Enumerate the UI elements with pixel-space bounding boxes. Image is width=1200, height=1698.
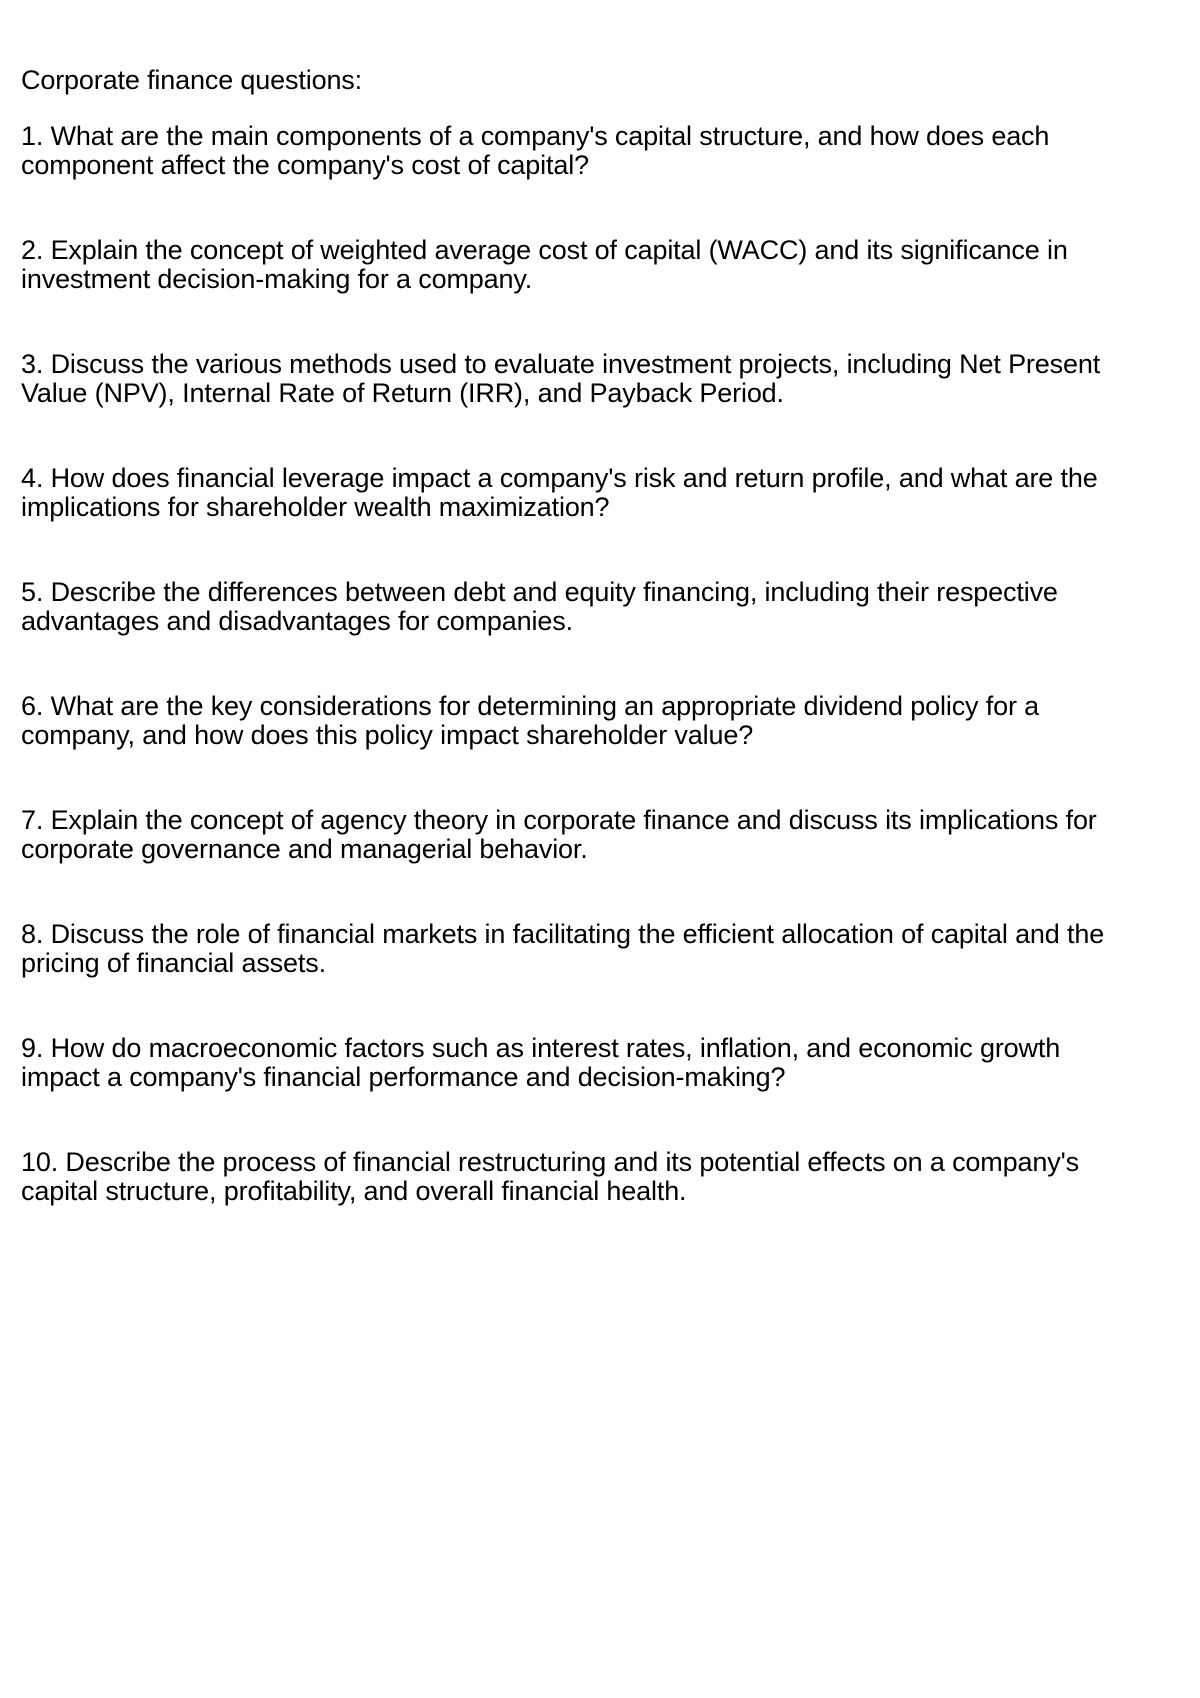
question-line: company, and how does this policy impact shareholder value? xyxy=(21,720,754,750)
document-content xyxy=(21,66,1179,1206)
question-line: component affect the company's cost of capital? xyxy=(21,150,589,180)
question-line: corporate governance and managerial behavior. xyxy=(21,834,588,864)
question-line: Value (NPV), Internal Rate of Return (IRR), and Payback Period. xyxy=(21,378,784,408)
question-line: implications for shareholder wealth maximization? xyxy=(21,492,610,522)
question-item xyxy=(21,692,1179,750)
question-item xyxy=(21,236,1179,294)
question-line: 8. Discuss the role of financial markets in facilitating the efficient allocation of capital and the xyxy=(21,919,1105,949)
question-item xyxy=(21,578,1179,636)
question-line: pricing of financial assets. xyxy=(21,948,326,978)
question-line: 10. Describe the process of financial restructuring and its potential effects on a company's xyxy=(21,1147,1079,1177)
question-item xyxy=(21,806,1179,864)
question-item xyxy=(21,1148,1179,1206)
question-line: capital structure, profitability, and overall financial health. xyxy=(21,1176,687,1206)
question-line: investment decision-making for a company. xyxy=(21,264,533,294)
question-line: 1. What are the main components of a company's capital structure, and how does each xyxy=(21,121,1050,151)
question-item xyxy=(21,920,1179,978)
question-item xyxy=(21,1034,1179,1092)
questions-list xyxy=(21,122,1179,1206)
question-line: 3. Discuss the various methods used to evaluate investment projects, including Net Present xyxy=(21,349,1101,379)
question-line: 9. How do macroeconomic factors such as interest rates, inflation, and economic growth xyxy=(21,1033,1061,1063)
question-line: advantages and disadvantages for companies. xyxy=(21,606,573,636)
question-item xyxy=(21,122,1179,180)
question-line: 6. What are the key considerations for determining an appropriate dividend policy for a xyxy=(21,691,1040,721)
question-line: impact a company's financial performance and decision-making? xyxy=(21,1062,786,1092)
question-line: 7. Explain the concept of agency theory in corporate finance and discuss its implications for xyxy=(21,805,1097,835)
question-line: 5. Describe the differences between debt and equity financing, including their respective xyxy=(21,577,1058,607)
question-item xyxy=(21,350,1179,408)
question-item xyxy=(21,464,1179,522)
question-line: 4. How does financial leverage impact a company's risk and return profile, and what are the xyxy=(21,463,1098,493)
question-line: 2. Explain the concept of weighted average cost of capital (WACC) and its significance in xyxy=(21,235,1068,265)
document-heading: Corporate finance questions: xyxy=(21,65,363,95)
